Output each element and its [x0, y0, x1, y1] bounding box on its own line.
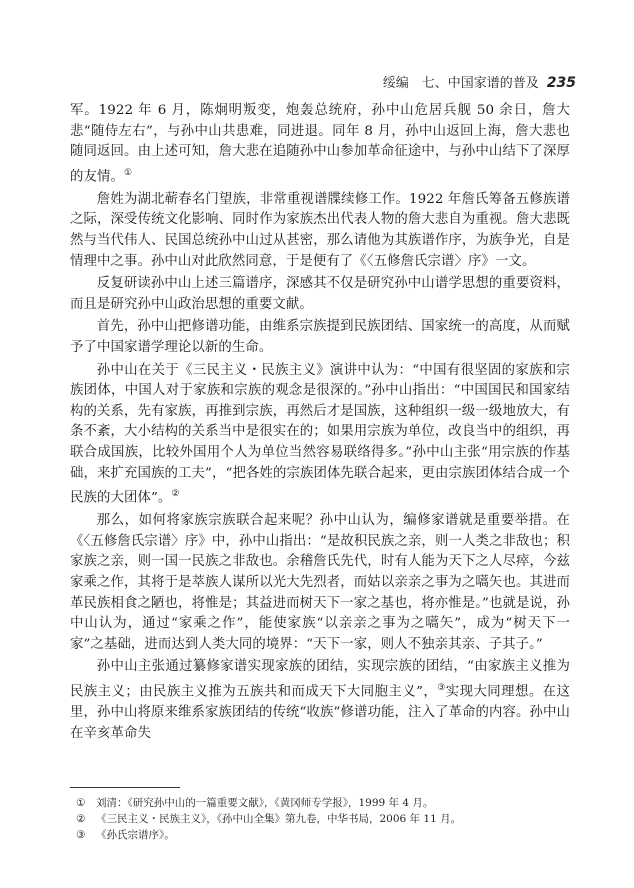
- paragraph-text: 首先，孙中山把修谱功能，由维系宗族提到民族团结、国家统一的高度，从而赋予了中国家谱学理论以新的生命。: [70, 319, 570, 355]
- paragraph: [70, 190, 570, 272]
- running-header: [383, 72, 576, 91]
- paragraph-text: 孙中山主张通过纂修家谱实现家族的团结，实现宗族的团结，“由家族主义推为民族主义；由民族主义推为五族共和而成天下大同胞主义”，: [70, 659, 570, 700]
- footnote-ref: ①: [123, 167, 133, 178]
- paragraph-text: 詹姓为湖北蕲春名门望族，非常重视谱牒续修工作。1922 年詹氏筹备五修族谱之际，深受传统文化影响、同时作为家族杰出代表人物的詹大悲自为重视。詹大悲既然与当代伟人、民国总统孙中山过从甚密，那么请他为其族谱作序，为族争光，自是情理中之事。孙中山对此欣然同意，于是便有了《〈五修詹氏宗谱〉序》一文。: [70, 191, 570, 269]
- paragraph-text: 那么，如何将家族宗族联合起来呢？孙中山认为，编修家谱就是重要举措。在《〈五修詹氏宗谱〉序》中，孙中山指出：“是故积民族之亲，则一人类之非敌也；积家族之亲，则一国一民族之非敌也。余稽詹氏先代，时有人能为天下之人尽瘁，今兹家乘之作，其将于是萃族人谋所以光大先烈者，而姑以亲亲之事为之嚆矢也。其进而革民族相食之陋也，将惟是；其益进而树天下一家之基也，将亦惟是。”也就是说，孙中山认为，通过“家乘之作”，能使家族“以亲亲之事为之嚆矢”，成为“树天下一家”之基础，进而达到人类大同的境界：“天下一家，则人不独亲其亲、子其子。”: [70, 513, 570, 652]
- footnote: [76, 811, 566, 827]
- paragraph-text: 孙中山在关于《三民主义・民族主义》演讲中认为：“中国有很坚固的家族和宗族团体，中国人对于家族和宗族的观念是很深的。”孙中山指出：“中国国民和国家结构的关系，先有家族，再推到宗族，再然后才是国族，这种组织一级一级地放大，有条不紊，大小结构的关系当中是很实在的；如果用宗族为单位，改良当中的组织，再联合成国族，比较外国用个人为单位当然容易联络得多。”孙中山主张“用宗族的作基础，来扩充国族的工夫”，“把各姓的宗族团体先联合起来，更由宗族团体结合成一个民族的大团体”。: [70, 362, 570, 506]
- footnote-divider: [70, 787, 180, 788]
- footnote-mark: ①: [76, 797, 86, 809]
- footnote-mark: ③: [76, 829, 86, 841]
- footnote-ref: ③: [437, 682, 446, 693]
- footnote-text: 《三民主义・民族主义》，《孙中山全集》第九卷，中华书局，2006 年 11 月。: [96, 813, 462, 825]
- section-title: 绥编 七、中国家谱的普及: [382, 76, 539, 91]
- paragraph: [70, 101, 570, 188]
- footnote: [76, 827, 566, 843]
- paragraph-text: 反复研读孙中山上述三篇谱序，深感其不仅是研究孙中山谱学思想的重要资料，而且是研究孙中山政治思想的重要文献。: [70, 276, 570, 312]
- paragraph: [70, 657, 570, 744]
- paragraph: [70, 274, 570, 315]
- footnote-ref: ②: [171, 489, 180, 500]
- paragraph-text: 军。1922 年 6 月，陈炯明叛变，炮轰总统府，孙中山危居兵舰 50 余日，詹大悲“随侍左右”，与孙中山共患难，同进退。同年 8 月，孙中山返回上海，詹大悲也随同返回。由上述可知，詹大悲在追随孙中山参加革命征途中，与孙中山结下了深厚的友情。: [70, 103, 570, 185]
- page-number: 235: [546, 75, 576, 91]
- paragraph: [70, 511, 570, 655]
- footnote-text: 刘清：《研究孙中山的一篇重要文献》，《黄冈师专学报》，1999 年 4 月。: [96, 797, 434, 809]
- paragraph: [70, 317, 570, 358]
- footnote-mark: ②: [76, 813, 86, 825]
- footnotes: [76, 795, 566, 843]
- footnote: [76, 795, 566, 811]
- main-text: [70, 101, 570, 744]
- footnote-text: 《孙氏宗谱序》。: [96, 829, 175, 841]
- paragraph: [70, 361, 570, 510]
- paragraph-text-tail: 实现大同理想。在这里，孙中山将原来维系家族团结的传统“收族”修谱功能，注入了革命的内容。孙中山在辛亥革命失: [70, 684, 571, 741]
